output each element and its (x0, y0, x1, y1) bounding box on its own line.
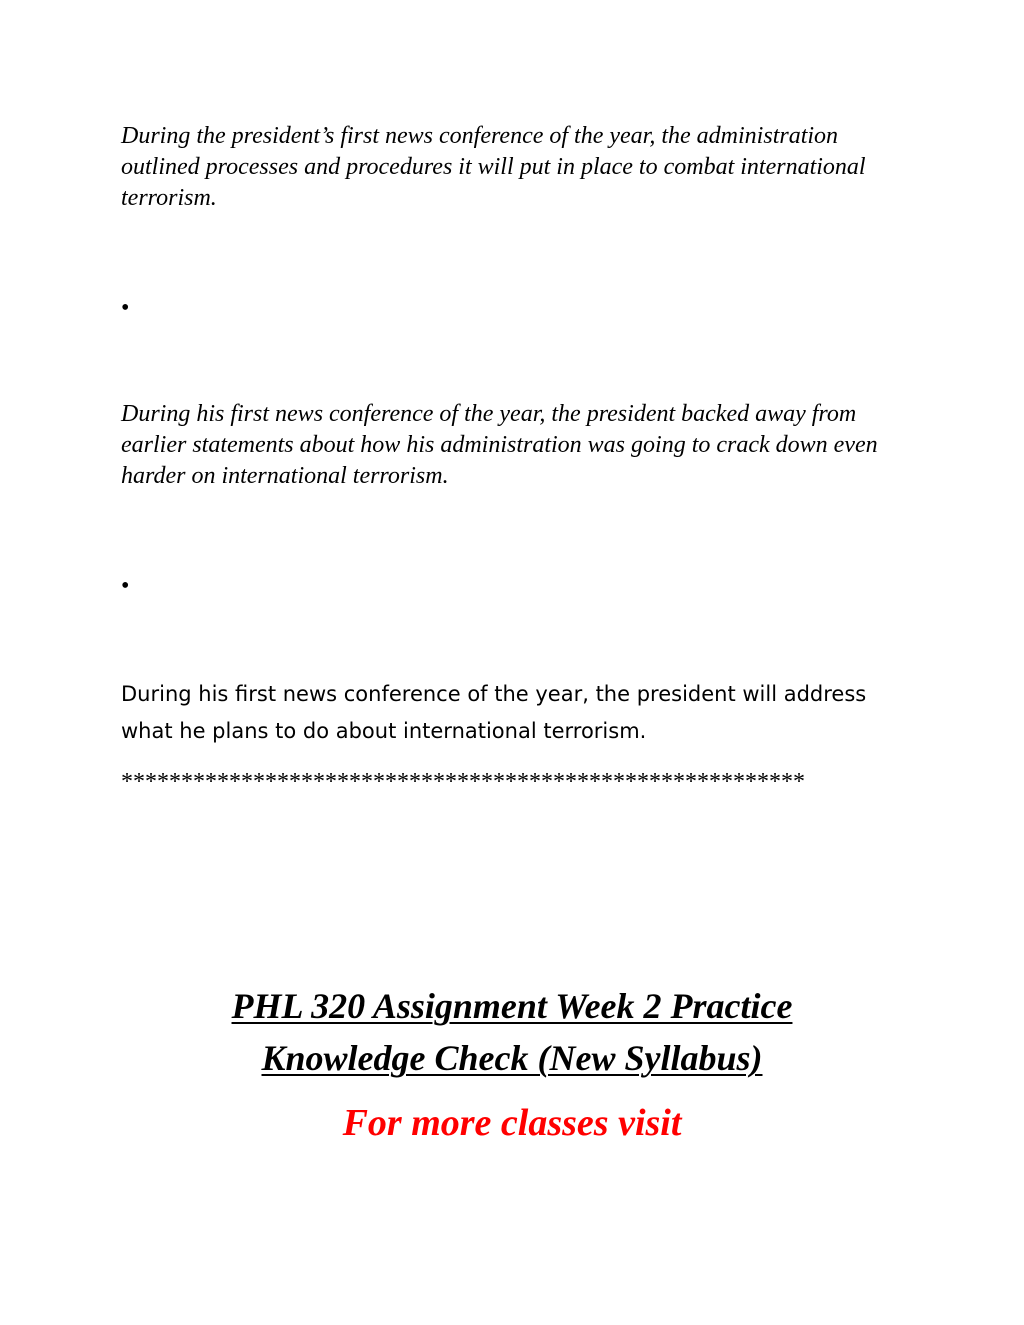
visit-link-text[interactable]: For more classes visit (342, 1102, 682, 1144)
answer-option-paragraph: During his first news conference of the year, the president backed away from earlier statements about how his administration was going to crack down even harder on international terrorism. (121, 401, 878, 489)
assignment-title-line-1: PHL 320 Assignment Week 2 Practice (231, 986, 793, 1026)
asterisk-separator: ********************************************************* (121, 770, 805, 794)
bullet-point: • (121, 295, 130, 321)
bullet-point: • (121, 573, 130, 599)
assignment-title-line-2: Knowledge Check (New Syllabus) (261, 1038, 763, 1078)
answer-option-paragraph: During his first news conference of the year, the president will address what he plans to do about international terrorism. (121, 682, 867, 743)
answer-option-paragraph: During the president’s first news conference of the year, the administration outlined processes and procedures it will put in place to combat international terrorism. (121, 123, 866, 211)
assignment-title (112, 980, 912, 1084)
